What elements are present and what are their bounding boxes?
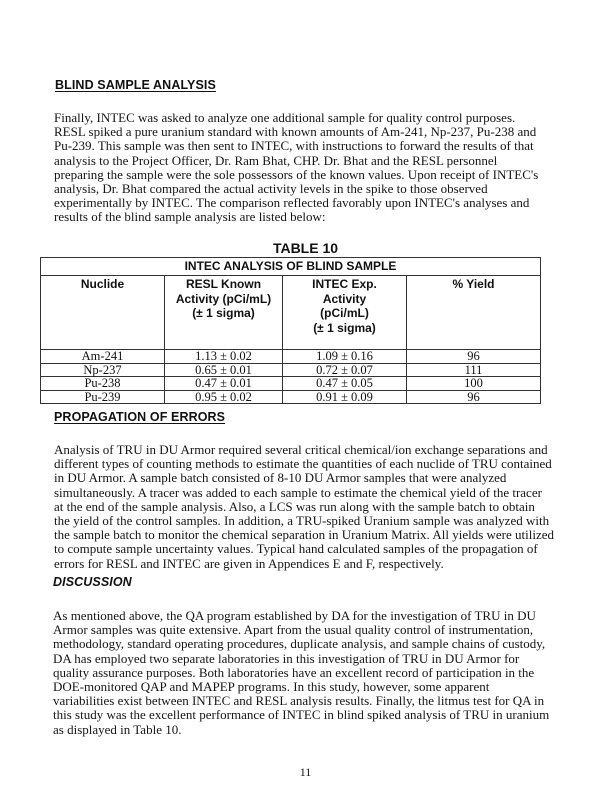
cell-intec: 0.47 ± 0.05 [283,377,407,391]
table-header-row [41,276,541,350]
paragraph-blind-sample: Finally, INTEC was asked to analyze one additional sample for quality control purposes. RESL spiked a pure uranium standard with known amounts of Am-241, Np-237, Pu-238 and Pu-239. This sample was then sent to INTEC, with instructions to forward the results of that analysis to the Project Officer, Dr. Ram Bhat, CHP. Dr. Bhat and the RESL personnel preparing the sample were the sole possessors of the known values. Upon receipt of INTEC's analysis, Dr. Bhat compared the actual activity levels in the spike to those observed experimentally by INTEC. The comparison reflected favorably upon INTEC's analyses and results of the blind sample analysis are listed below: [54,110,539,225]
table-10 [40,257,541,404]
cell-nuclide: Pu-238 [41,377,165,391]
header-nuclide-line: Nuclide [80,277,125,291]
paragraph-discussion: As mentioned above, the QA program established by DA for the investigation of TRU in DU Armor samples was quite extensive. Apart from the usual quality control of instrumentation, methodology, standard operating procedures, duplicate analysis, and sample chains of custody, DA has employed two separate laboratories in this investigation of TRU in DU Armor for quality assurance purposes. Both laboratories have an excellent record of participation in the DOE-monitored QAP and MAPEP programs. In this study, however, some apparent variabilities exist between INTEC and RESL analysis results. Finally, the litmus test for QA in this study was the excellent performance of INTEC in blind spiked analysis of TRU in uranium as displayed in Table 10. [53,608,550,737]
page-number: 11 [299,765,312,779]
header-line: RESL Known [185,277,262,291]
cell-yield: 96 [407,350,541,364]
cell-resl: 0.65 ± 0.01 [165,363,283,377]
header-line: (pCi/mL) [320,306,369,320]
table-row [41,377,541,391]
table-title: TABLE 10 [272,240,339,256]
table-caption: INTEC ANALYSIS OF BLIND SAMPLE [41,258,541,276]
cell-nuclide: Np-237 [41,363,165,377]
paragraph-propagation-of-errors: Analysis of TRU in DU Armor required several critical chemical/ion exchange separations and different types of counting methods to estimate the quantities of each nuclide of TRU contained in DU Armor. A sample batch consisted of 8-10 DU Armor samples that were analyzed simultaneously. A tracer was added to each sample to estimate the chemical yield of the tracer at the end of the sample analysis. Also, a LCS was run along with the sample batch to obtain the yield of the control samples. In addition, a TRU-spiked Uranium sample was analyzed with the sample batch to monitor the chemical separation in Uranium Matrix. All yields were utilized to compute sample uncertainty values. Typical hand calculated samples of the propagation of errors for RESL and INTEC are given in Appendices E and F, respectively. [54,442,554,571]
header-line: INTEC Exp. [312,277,377,291]
header-line: Activity [322,291,367,306]
cell-yield: 111 [407,363,541,377]
header-line: % Yield [452,277,495,291]
cell-resl: 0.47 ± 0.01 [165,377,283,391]
header-nuclide [41,276,165,350]
table-row [41,390,541,404]
cell-intec: 0.72 ± 0.07 [283,363,407,377]
heading-discussion: DISCUSSION [53,575,132,589]
header-line: Activity (pCi/mL) [175,291,272,306]
header-percent-yield [407,276,541,350]
header-intec-exp-activity [283,276,407,350]
cell-intec: 1.09 ± 0.16 [283,350,407,364]
cell-nuclide: Pu-239 [41,390,165,404]
table-row [41,350,541,364]
table-row [41,363,541,377]
heading-blind-sample-analysis: BLIND SAMPLE ANALYSIS [55,78,216,92]
cell-resl: 0.95 ± 0.02 [165,390,283,404]
header-line: (± 1 sigma) [192,306,255,320]
header-line: (± 1 sigma) [313,320,376,335]
header-resl-known-activity [165,276,283,350]
cell-yield: 100 [407,377,541,391]
heading-propagation-of-errors: PROPAGATION OF ERRORS [54,410,226,424]
cell-yield: 96 [407,390,541,404]
cell-intec: 0.91 ± 0.09 [283,390,407,404]
cell-nuclide: Am-241 [41,350,165,364]
cell-resl: 1.13 ± 0.02 [165,350,283,364]
